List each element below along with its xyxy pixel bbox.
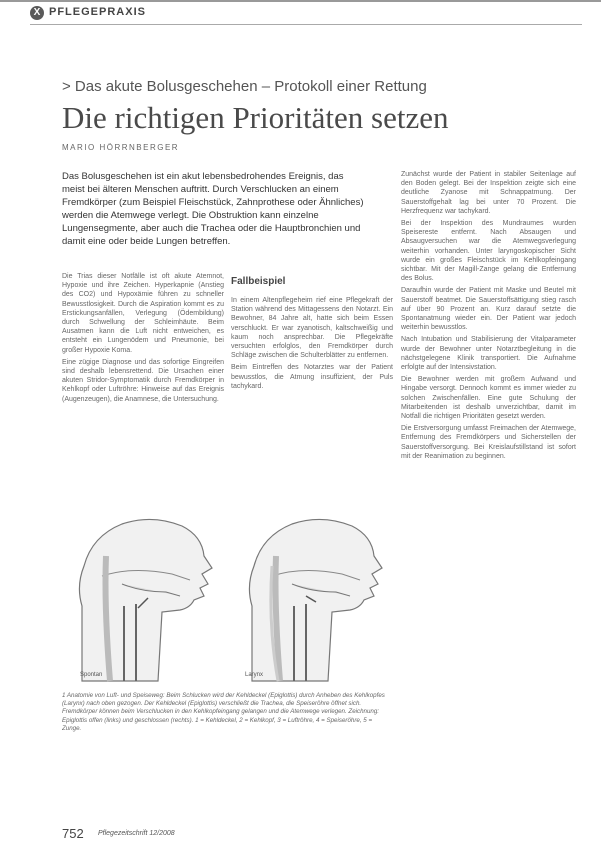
paragraph: Zunächst wurde der Patient in stabiler Seitenlage auf den Boden gelegt. Bei der Inspektion zeigte sich eine deutliche Zyanose mit Schnappatmung. Der Sauerstoffgehalt lag bei unter 70 Prozent. Die Herzfrequenz war tachykard. — [401, 171, 576, 215]
figure-caption: 1 Anatomie von Luft- und Speiseweg: Beim Schlucken wird der Kehldeckel (Epiglottis) durch Anheben des Kehlkopfes (Larynx) nach oben gezogen. Der Kehldeckel (Epiglottis) verschließt die Trachea, die Speiseröhre öffnet sich. Fremdkörper können beim Verschlucken in den Kehlkopfeingang gelangen und die Atemwege verlegen. Zeichnung: Epiglottis offen (links) und geschlossen (rechts). 1 = Kehldeckel, 2 = Kehlkopf, 3 = Luftröhre, 4 = Speiseröhre, 5 = Zunge. — [62, 692, 385, 732]
section-x-icon: X — [30, 6, 44, 20]
body-column-3 — [401, 170, 576, 786]
paragraph: Beim Eintreffen des Notarztes war der Patient bewusstlos, die Atmung insuffizient, der Puls tachykard. — [231, 364, 393, 390]
article-lead: Das Bolusgeschehen ist ein akut lebensbedrohendes Ereignis, das meist bei älteren Menschen auftritt. Durch Verschlucken an einem Fremdkörper (zum Beispiel Fleischstück, Zahnprothese oder Ähnliches) werden die Atemwege verlegt. Die Obstruktion kann einzelne Lungensegmente, aber auch die Trachea oder die Hauptbronchien und damit eine oder beide Lungen betreffen. — [62, 171, 364, 247]
paragraph: In einem Altenpflegeheim rief eine Pflegekraft der Station während des Mittagessens den Notarzt. Ein Bewohner, 84 Jahre alt, hatte sich beim Essen verschluckt. Er war zyanotisch, kaltschweißig und kaum noch ansprechbar. Die Pflegekräfte versuchten erfolglos, den Fremdkörper durch Schläge zwischen die Schulterblätter zu entfernen. — [231, 297, 393, 360]
header-divider — [30, 24, 582, 25]
section-label: PFLEGEPRAXIS — [49, 6, 146, 18]
paragraph: Die Bewohner werden mit großem Aufwand und Hingabe versorgt. Dennoch kommt es immer wieder zu solchen Zwischenfällen. Eine gute Schulung der Mitarbeitenden ist deshalb unverzichtbar, damit im Notfall die richtigen Prioritäten gesetzt werden. — [401, 376, 576, 421]
article-overtitle: > Das akute Bolusgeschehen – Protokoll einer Rettung — [62, 78, 427, 95]
paragraph: Die Trias dieser Notfälle ist oft akute Atemnot, Hypoxie und ihre Zeichen. Hyperkapnie (Anstieg des CO2) und Hypoxämie führen zu schneller Bewusstlosigkeit. Durch die Aspiration kommt es zu Erstickungsanfällen, Verlegung (Ödembildung) durch Schwellung der Schleimhäute. Beim Ausatmen kann die Luft nicht entweichen, es entsteht ein Lungenödem und Pneumonie, bei großer Hypoxie Koma. — [62, 273, 224, 354]
head-profile-left — [79, 519, 212, 681]
anatomy-figure — [62, 496, 392, 686]
paragraph: Bei der Inspektion des Mundraumes wurden Speisereste entfernt. Nach Absaugen und Absaugversuchen war die Atemwegsverlegung weiterhin vorhanden. Unter laryngoskopischer Sicht wurde ein großes Fleischstück im Kehlkopfeingang sichtbar. Mit der Magill-Zange gelang die Entfernung des Bolus. — [401, 220, 576, 283]
article-author: MARIO HÖRRNBERGER — [62, 143, 180, 152]
body-column-2 — [231, 296, 393, 486]
top-rule — [0, 0, 601, 2]
figure-label-left: Spontan — [80, 672, 103, 678]
paragraph: Daraufhin wurde der Patient mit Maske und Beutel mit Sauerstoff beatmet. Die Sauerstoffsättigung stieg rasch auf über 90 Prozent an. Kurz darauf setzte die Spontanatmung wieder ein. Der Patient war jedoch weiterhin bewusstlos. — [401, 287, 576, 332]
figure-label-right: Larynx — [245, 672, 264, 678]
paragraph: Nach Intubation und Stabilisierung der Vitalparameter wurde der Bewohner unter Notarztbegleitung in die nächstgelegene Klinik transportiert. Die Aufnahme erfolgte auf der Intensivstation. — [401, 336, 576, 372]
page-number: 752 — [62, 826, 84, 841]
paragraph: Die Erstversorgung umfasst Freimachen der Atemwege, Entfernung des Fremdkörpers und Sicherstellen der Sauerstoffversorgung. Bei Kreislaufstillstand ist sofort mit der Reanimation zu beginnen. — [401, 425, 576, 460]
head-profile-right — [249, 519, 382, 681]
paragraph: Eine zügige Diagnose und das sofortige Eingreifen sind deshalb lebensrettend. Die Ursachen einer akuten Stridor-Symptomatik durch Fremdkörper in Kehlkopf oder Luftröhre: Hinweise auf das Ereignis (Augenzeugen), die Anamnese, die Untersuchung. — [62, 358, 224, 403]
body-column-1 — [62, 272, 224, 482]
case-heading: Fallbeispiel — [231, 276, 286, 287]
article-title: Die richtigen Prioritäten setzen — [62, 100, 449, 135]
journal-reference: Pflegezeitschrift 12/2008 — [98, 830, 175, 837]
